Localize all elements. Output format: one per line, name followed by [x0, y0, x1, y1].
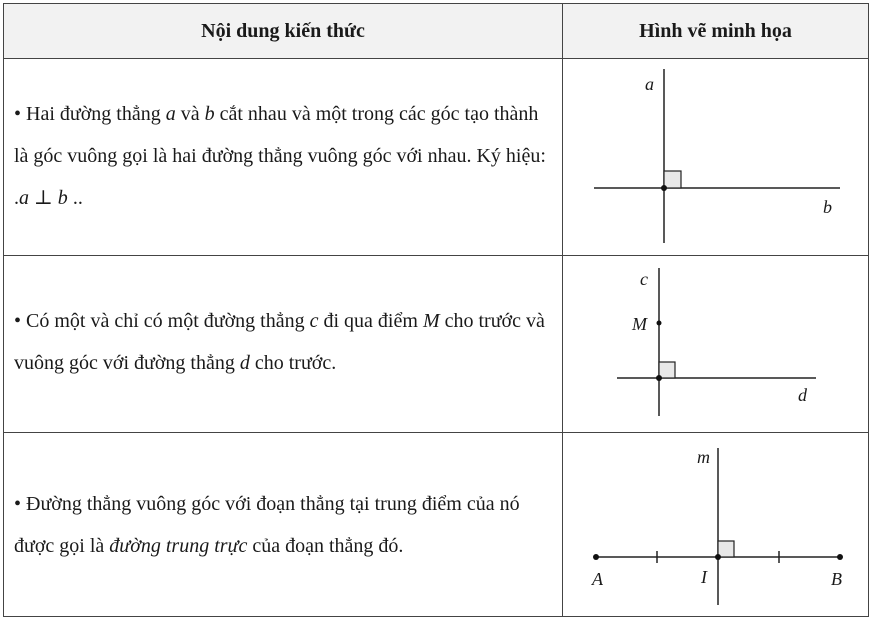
point-m — [657, 321, 662, 326]
perpendicular-symbol: a ⊥ b — [19, 187, 68, 209]
row-1-text-b: và — [175, 103, 205, 125]
row-2-text-a: • Có một và chỉ có một đường thẳng — [14, 310, 310, 332]
unique-perpendicular-figure — [563, 256, 868, 432]
row-2-text-d: cho trước. — [249, 352, 337, 374]
label-b: b — [823, 197, 832, 217]
right-angle-mark — [664, 171, 681, 188]
var-a: a — [165, 103, 176, 125]
label-c: c — [640, 269, 648, 289]
var-b: b — [204, 103, 215, 125]
perpendicular-lines-figure — [563, 59, 868, 255]
var-d: d — [239, 352, 250, 374]
label-a: A — [592, 569, 603, 589]
intersection-point — [661, 185, 667, 191]
perpendicular-bisector-figure — [563, 433, 868, 617]
row-1-text-d: .. — [67, 187, 83, 209]
label-b: B — [831, 569, 842, 589]
row-1-text — [14, 93, 556, 219]
var-m: M — [422, 310, 440, 332]
row-2-text-c: cho trước và vuông góc với đường thẳng — [14, 310, 545, 374]
header-content: Nội dung kiến thức — [4, 4, 562, 58]
right-angle-mark — [718, 541, 734, 557]
label-a: a — [645, 74, 654, 94]
point-b — [837, 554, 843, 560]
perpendicular-bisector-term: đường trung trực — [109, 535, 248, 557]
label-m: M — [632, 314, 647, 334]
row-2-text — [14, 300, 556, 384]
label-m: m — [697, 447, 710, 467]
row-3-text-a: • Đường thẳng vuông góc với đoạn thẳng tại trung điểm của nó được gọi là — [14, 493, 520, 557]
label-d: d — [798, 385, 807, 405]
knowledge-table — [3, 3, 869, 617]
label-i: I — [701, 567, 707, 587]
point-i — [715, 554, 721, 560]
point-a — [593, 554, 599, 560]
right-angle-mark — [659, 362, 675, 378]
header-illustration: Hình vẽ minh họa — [563, 4, 868, 58]
row-3-text-b: của đoạn thẳng đó. — [247, 535, 404, 557]
foot-point — [656, 375, 662, 381]
row-2-text-b: đi qua điểm — [318, 310, 423, 332]
var-c: c — [309, 310, 319, 332]
row-1-text-c: cắt nhau và một trong các góc tạo thành là góc vuông gọi là hai đường thẳng vuông góc với nhau. Ký hiệu: . — [14, 103, 546, 209]
row-3-text — [14, 483, 556, 567]
row-1-text-a: • Hai đường thẳng — [14, 103, 166, 125]
